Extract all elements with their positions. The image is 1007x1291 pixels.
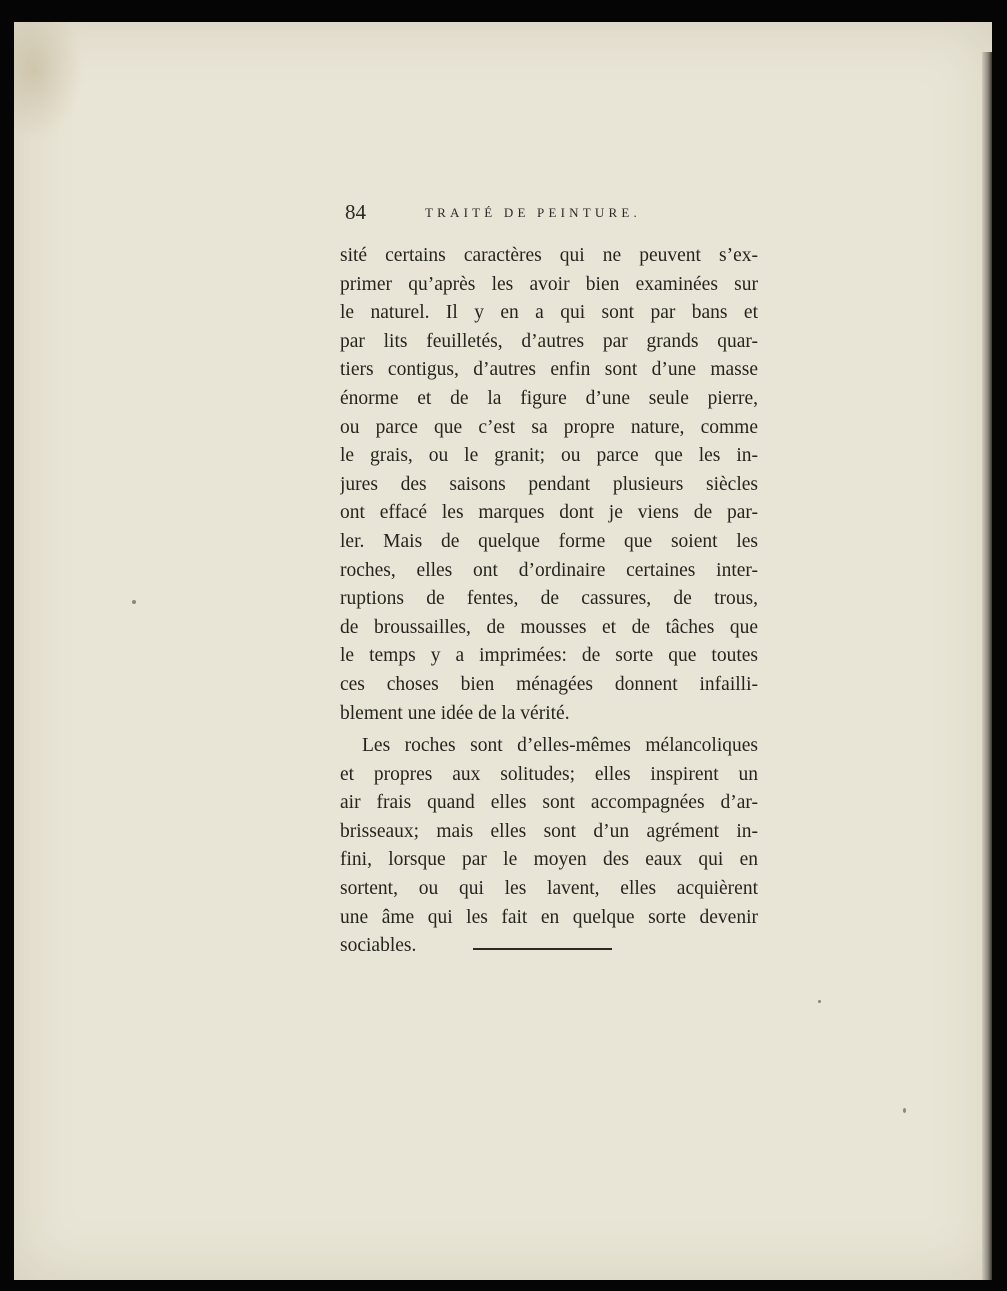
page-stain: [14, 22, 84, 142]
text-line: sortent, ou qui les lavent, elles acquièrent: [340, 878, 758, 900]
end-rule: [473, 948, 612, 950]
text-line: une âme qui les fait en quelque sorte devenir: [340, 906, 758, 928]
text-line: le temps y a imprimées: de sorte que toutes: [340, 645, 758, 667]
text-line: énorme et de la figure d’une seule pierre,: [340, 387, 758, 409]
page-fore-edge: [982, 52, 992, 1280]
text-line: le naturel. Il y en a qui sont par bans et: [340, 302, 758, 324]
paragraph-last-line: sociables.: [340, 935, 417, 957]
text-line: et propres aux solitudes; elles inspirent un: [340, 763, 758, 785]
text-line: ler. Mais de quelque forme que soient les: [340, 530, 758, 552]
text-line: sité certains caractères qui ne peuvent s’ex-: [340, 245, 758, 266]
text-line: ou parce que c’est sa propre nature, comme: [340, 416, 758, 438]
text-line: fini, lorsque par le moyen des eaux qui en: [340, 849, 758, 871]
paper-speck: [132, 600, 136, 604]
body-text: [340, 242, 758, 961]
text-line: primer qu’après les avoir bien examinées sur: [340, 273, 758, 295]
running-title: TRAITÉ DE PEINTURE.: [425, 205, 641, 220]
text-line: brisseaux; mais elles sont d’un agrément in-: [340, 820, 758, 842]
text-line: ont effacé les marques dont je viens de par-: [340, 502, 758, 524]
text-line: roches, elles ont d’ordinaire certaines inter-: [340, 559, 758, 581]
text-line: tiers contigus, d’autres enfin sont d’une masse: [340, 359, 758, 381]
paragraph-last-line: blement une idée de la vérité.: [340, 702, 570, 724]
paper-speck: [903, 1108, 906, 1113]
paper-speck: [818, 1000, 821, 1003]
text-line: le grais, ou le granit; ou parce que les in-: [340, 445, 758, 467]
text-line: de broussailles, de mousses et de tâches que: [340, 616, 758, 638]
text-line: jures des saisons pendant plusieurs siècles: [340, 473, 758, 495]
page-number: 84: [345, 200, 366, 224]
text-line: par lits feuilletés, d’autres par grands quar-: [340, 330, 758, 352]
running-head: [345, 200, 765, 230]
text-line: ces choses bien ménagées donnent infailli-: [340, 673, 758, 695]
paragraph-first-line: Les roches sont d’elles-mêmes mélancoliques: [362, 735, 758, 757]
text-line: ruptions de fentes, de cassures, de trous,: [340, 588, 758, 610]
text-line: air frais quand elles sont accompagnées d’ar-: [340, 792, 758, 814]
